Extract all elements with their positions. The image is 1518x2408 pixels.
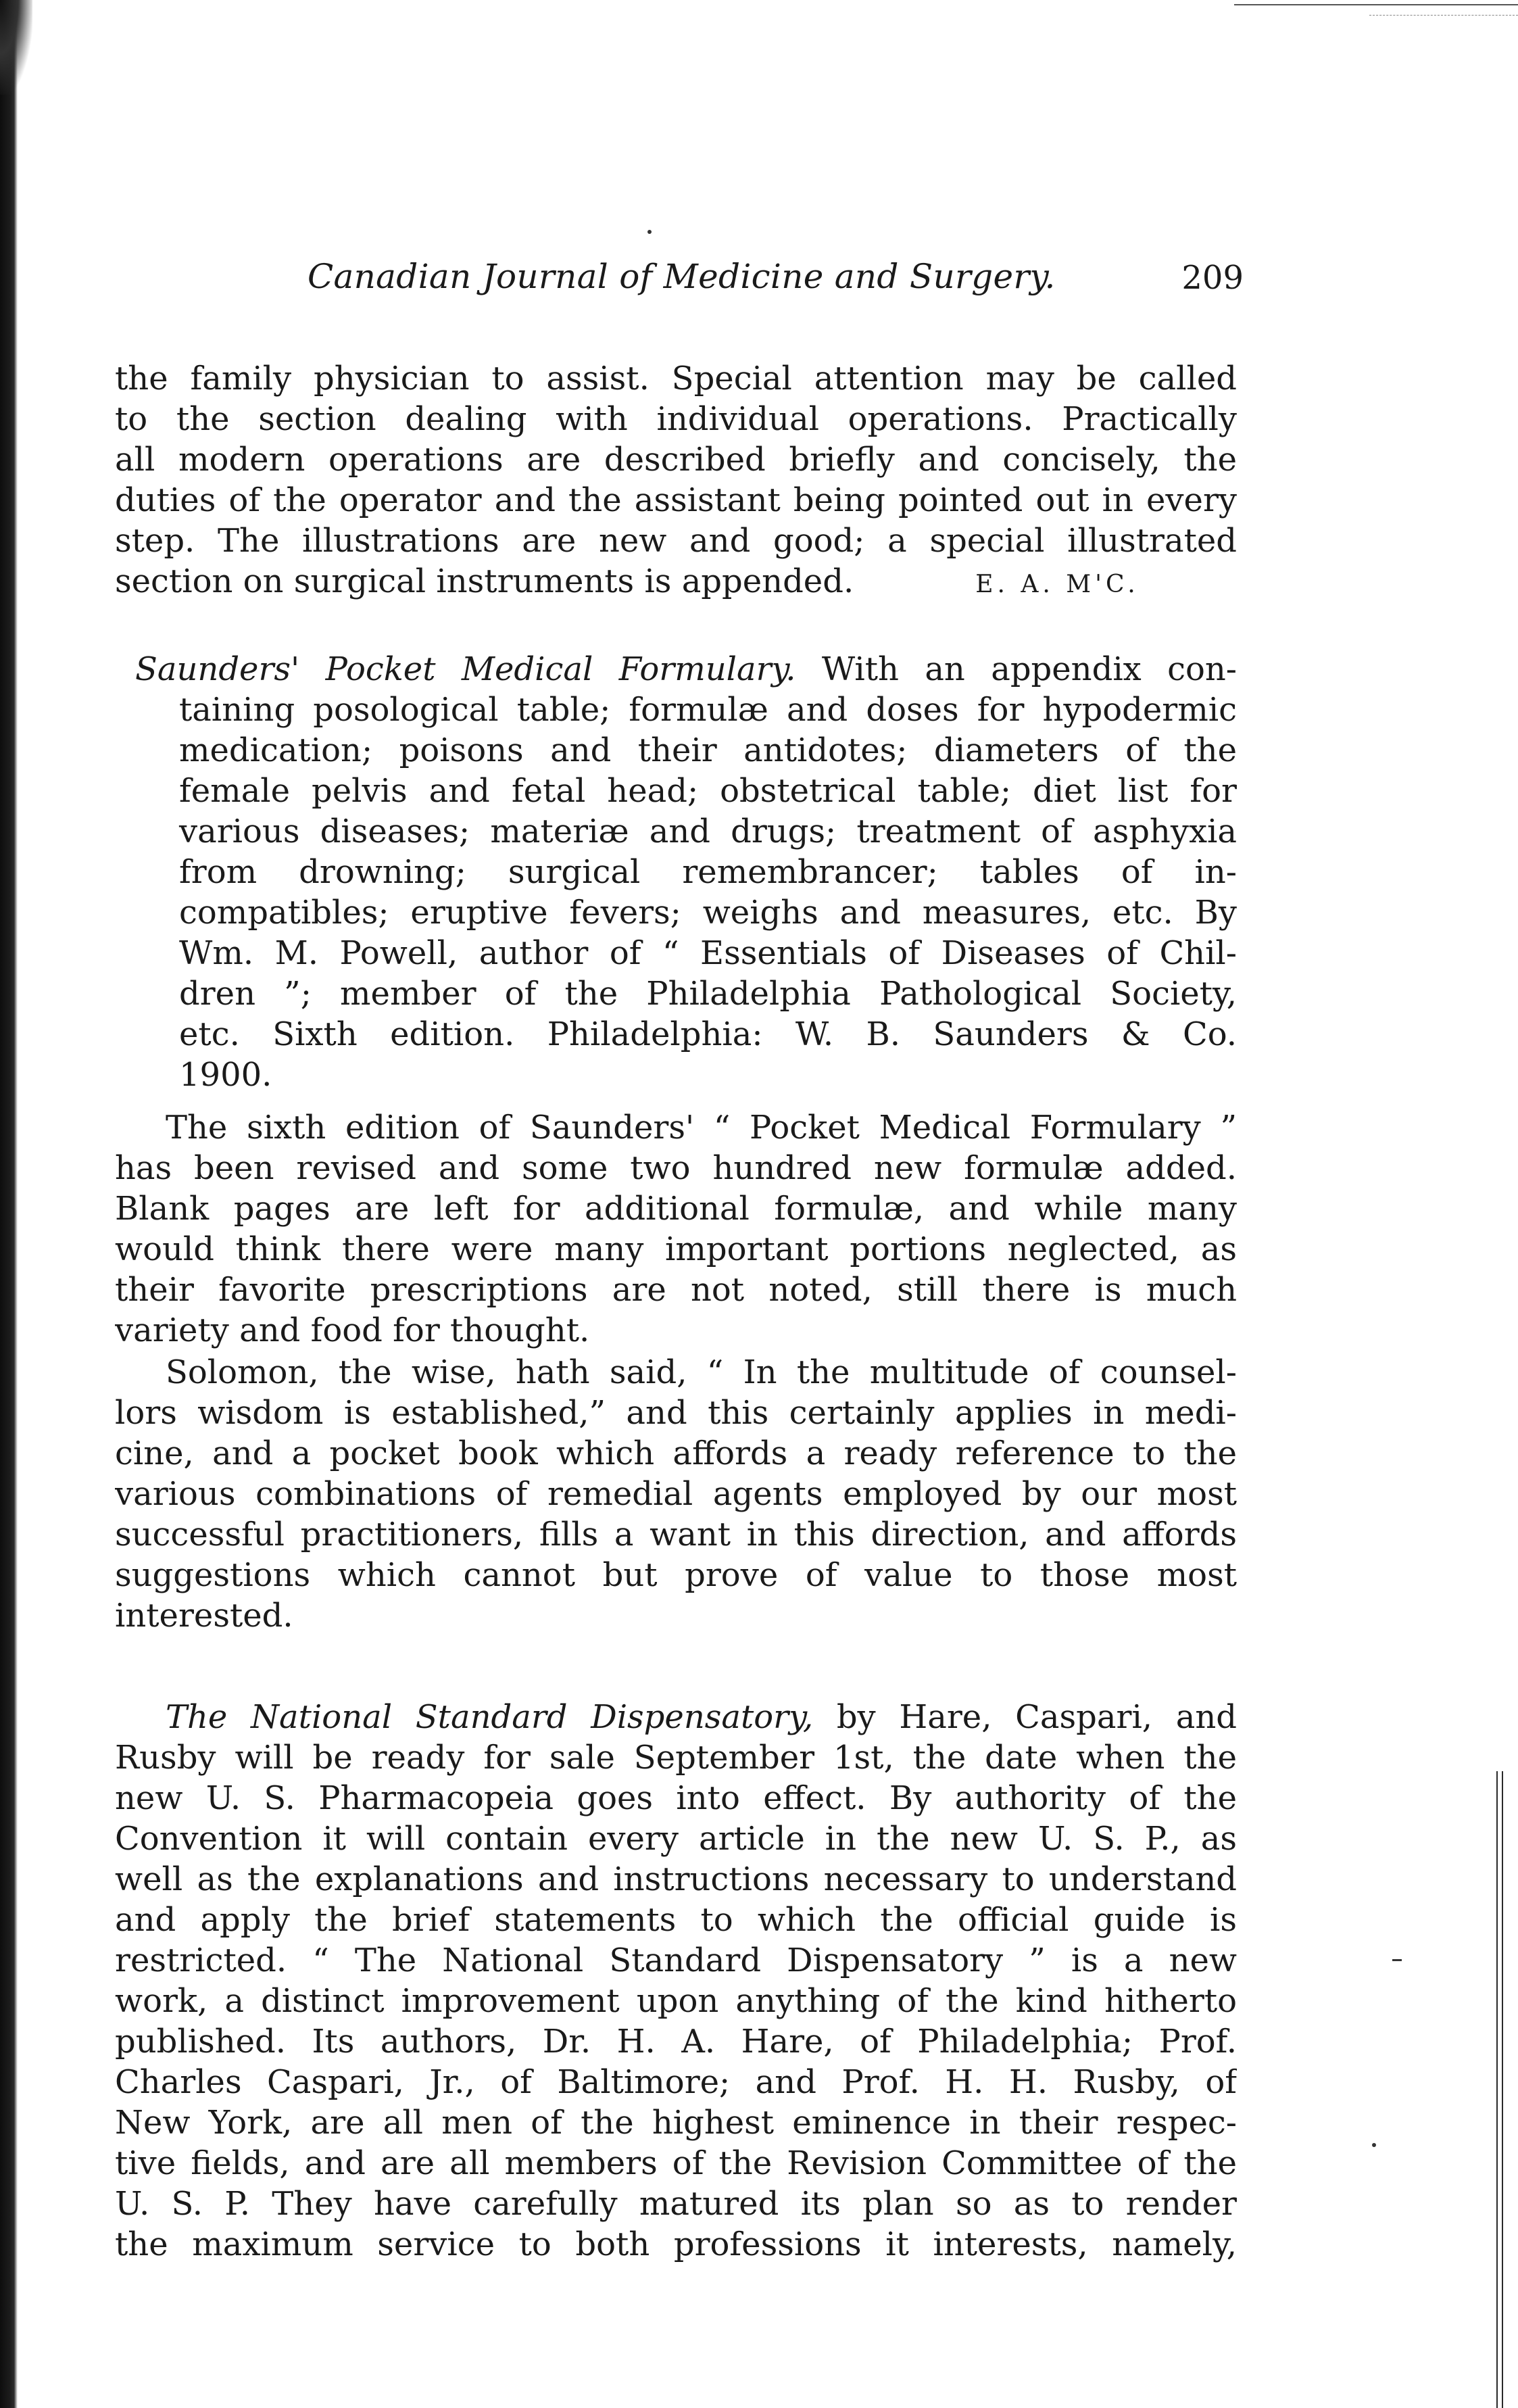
reviewer-signature: E. A. M'C. (975, 571, 1140, 598)
text-line: compatibles; eruptive fevers; weighs and measures, etc. By (179, 894, 1237, 932)
text-line: published. Its authors, Dr. H. A. Hare, of Philadelphia; Prof. (115, 2023, 1237, 2061)
text-line: their favorite prescriptions are not noted, still there is much (115, 1271, 1237, 1309)
text-line (115, 561, 1237, 602)
text-line-content: With an appendix con- (795, 650, 1237, 688)
speck (1392, 1959, 1402, 1961)
text-line: Solomon, the wise, hath said, “ In the multitude of counsel- (166, 1353, 1237, 1391)
text-line: various combinations of remedial agents employed by our most (115, 1475, 1237, 1513)
text-line: successful practitioners, fills a want in this direction, and affords (115, 1516, 1237, 1554)
book-title: The National Standard Dispensatory, (166, 1698, 814, 1736)
text-line: various diseases; materiæ and drugs; treatment of asphyxia (179, 813, 1237, 850)
text-line: U. S. P. They have carefully matured its plan so as to render (115, 2185, 1237, 2223)
text-line: dren ”; member of the Philadelphia Pathological Society, (179, 975, 1237, 1013)
text-line: variety and food for thought. (115, 1311, 590, 1349)
text-line: step. The illustrations are new and good; a special illustrated (115, 522, 1237, 560)
text-line: Wm. M. Powell, author of “ Essentials of Diseases of Chil- (179, 934, 1237, 972)
text-line: suggestions which cannot but prove of value to those most (115, 1556, 1237, 1594)
text-line: Blank pages are left for additional formulæ, and while many (115, 1190, 1237, 1228)
text-line: and apply the brief statements to which the official guide is (115, 1901, 1237, 1939)
book-title: Saunders' Pocket Medical Formulary. (135, 650, 796, 688)
text-line: new U. S. Pharmacopeia goes into effect. By authority of the (115, 1779, 1237, 1817)
text-line: to the section dealing with individual operations. Practically (115, 400, 1237, 438)
text-line: Rusby will be ready for sale September 1st, the date when the (115, 1739, 1237, 1777)
text-line: cine, and a pocket book which affords a ready reference to the (115, 1435, 1237, 1472)
text-line: well as the explanations and instructions necessary to understand (115, 1860, 1237, 1898)
page-edge-top (1234, 4, 1518, 5)
text-line: would think there were many important portions neglected, as (115, 1230, 1237, 1268)
text-line: The sixth edition of Saunders' “ Pocket Medical Formulary ” (166, 1109, 1237, 1147)
speck (1372, 2143, 1376, 2147)
page-number: 209 (1181, 259, 1244, 297)
review-1 (115, 358, 1237, 602)
text-line: restricted. “ The National Standard Dispensatory ” is a new (115, 1942, 1237, 1979)
speck (647, 230, 652, 234)
text-line: work, a distinct improvement upon anything of the kind hitherto (115, 1982, 1237, 2020)
text-line-content: section on surgical instruments is appended. (115, 562, 854, 600)
page-edge-top-2 (1369, 15, 1518, 16)
text-line: Charles Caspari, Jr., of Baltimore; and Prof. H. H. Rusby, of (115, 2063, 1237, 2101)
text-line: New York, are all men of the highest eminence in their respec- (115, 2104, 1237, 2142)
text-line: female pelvis and fetal head; obstetrical table; diet list for (179, 772, 1237, 810)
running-title: Canadian Journal of Medicine and Surgery. (308, 257, 1056, 296)
text-line: the maximum service to both professions it interests, namely, (115, 2225, 1237, 2263)
text-line: taining posological table; formulæ and doses for hypodermic (179, 691, 1237, 729)
page-edge-right (1496, 1771, 1503, 2408)
text-line-content: by Hare, Caspari, and (813, 1698, 1237, 1736)
text-line: medication; poisons and their antidotes; diameters of the (179, 731, 1237, 769)
review-2-paragraph-1 (115, 1107, 1237, 1351)
binding-shadow-top (0, 0, 32, 95)
text-line (115, 649, 1237, 690)
text-line: tive fields, and are all members of the Revision Committee of the (115, 2144, 1237, 2182)
text-line: 1900. (179, 1056, 272, 1094)
review-2-citation (115, 649, 1237, 1095)
text-line: has been revised and some two hundred new formulæ added. (115, 1149, 1237, 1187)
dispensatory-notice (115, 1697, 1237, 2265)
text-line: all modern operations are described briefly and concisely, the (115, 441, 1237, 479)
binding-shadow (0, 0, 18, 2408)
text-line: the family physician to assist. Special attention may be called (115, 360, 1237, 398)
text-line: from drowning; surgical remembrancer; tables of in- (179, 853, 1237, 891)
text-line: Convention it will contain every article in the new U. S. P., as (115, 1820, 1237, 1858)
text-line: lors wisdom is established,” and this certainly applies in medi- (115, 1394, 1237, 1432)
text-line (115, 1697, 1237, 1737)
text-line: duties of the operator and the assistant being pointed out in every (115, 481, 1237, 519)
text-line: etc. Sixth edition. Philadelphia: W. B. Saunders & Co. (179, 1015, 1237, 1053)
review-2-paragraph-2 (115, 1352, 1237, 1636)
text-line: interested. (115, 1597, 293, 1635)
